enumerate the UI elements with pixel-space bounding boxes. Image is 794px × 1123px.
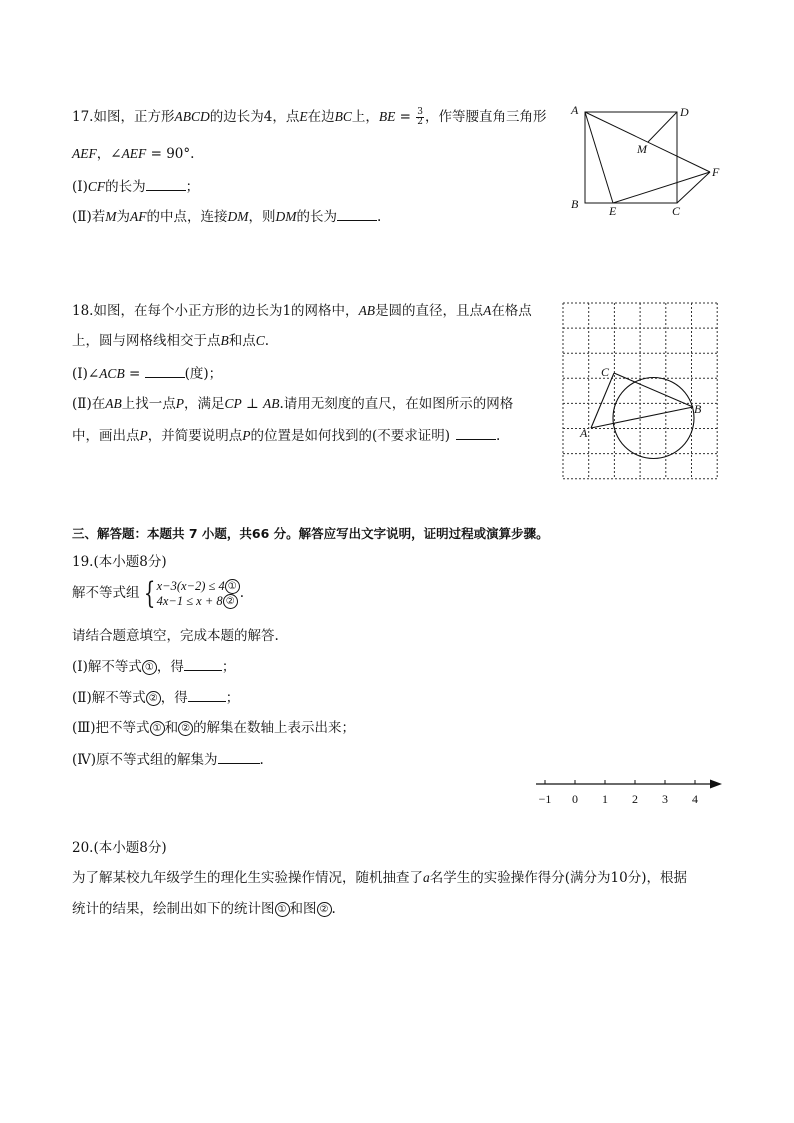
q19-instruction: 请结合题意填空，完成本题的解答.: [72, 628, 279, 644]
q18-part2: (Ⅱ)在AB上找一点P，满足CP ⊥ AB.请用无刻度的直尺，在如图所示的网格: [72, 396, 514, 412]
grid-lines: [563, 303, 717, 479]
label-B: B: [571, 197, 579, 211]
answer-blank[interactable]: [145, 364, 185, 378]
axis-tick-label: 1: [602, 792, 608, 806]
axis-tick-label: −1: [538, 792, 552, 806]
segment-cf: [677, 172, 710, 203]
axis-tick-label: 3: [662, 792, 668, 806]
fraction-3-2: $\frac{3}{2}$: [417, 107, 423, 127]
q17-stem-line1: 17.如图，正方形ABCD的边长为4，点E在边BC上，BE = $\frac{3}{2}$ ，作等腰直角三角形: [72, 107, 547, 127]
q19-system: 解不等式组 { x−3(x−2) ≤ 4 ① 4x−1 ≤ x + 8 ② .: [72, 575, 245, 611]
q19-step2: (Ⅱ)解不等式 ② ，得 ；: [72, 690, 240, 706]
label-E: E: [609, 204, 617, 218]
q18-stem-line2: 上，圆与网格线相交于点B和点C.: [72, 333, 270, 349]
q18-part1: (Ⅰ)∠ACB = (度)；: [72, 366, 223, 382]
axis-tick-label: 0: [572, 792, 578, 806]
label-A: A: [571, 103, 579, 117]
segment-ae: [585, 112, 613, 203]
axis-tick-label: 4: [692, 792, 698, 806]
q18-stem-line1: 18.如图，在每个小正方形的边长为1的网格中，AB是圆的直径，且点A在格点: [72, 303, 532, 319]
answer-blank[interactable]: [146, 177, 186, 191]
segment-af: [585, 112, 710, 172]
answer-blank[interactable]: [456, 426, 496, 440]
q19-step1: (Ⅰ)解不等式 ① ，得 ；: [72, 659, 236, 675]
q18-grid-figure: [560, 300, 722, 482]
segment-ef: [613, 172, 710, 203]
answer-blank[interactable]: [188, 688, 226, 702]
q20-head: 20.(本小题8分): [72, 840, 167, 856]
label-M: M: [637, 142, 647, 156]
q18-part3: 中，画出点P，并简要说明点P的位置是如何找到的(不要求证明) .: [72, 428, 501, 444]
q17-stem-line2: AEF，∠AEF = 90°.: [72, 146, 195, 162]
q17-part2: (Ⅱ)若M为AF的中点，连接DM，则DM的长为 .: [72, 209, 382, 225]
label-C: C: [672, 204, 681, 218]
segment-cb: [614, 373, 693, 407]
number-line: [530, 770, 730, 810]
axis-tick-label: 2: [632, 792, 638, 806]
diameter-ab: [591, 407, 693, 428]
q19-step4: (Ⅳ)原不等式组的解集为 .: [72, 752, 264, 768]
segment-ac: [591, 373, 614, 428]
label-B: B: [694, 402, 702, 416]
segment-dm: [648, 112, 677, 142]
q19-step3: (Ⅲ)把不等式 ① 和 ② 的解集在数轴上表示出来；: [72, 720, 356, 736]
answer-blank[interactable]: [337, 207, 377, 221]
q17-square-figure: [560, 100, 730, 225]
answer-blank[interactable]: [184, 657, 222, 671]
label-A: A: [580, 426, 588, 440]
label-F: F: [712, 165, 720, 179]
axis-arrow: [710, 780, 722, 789]
q19-head: 19.(本小题8分): [72, 554, 167, 570]
label-C: C: [601, 365, 610, 379]
answer-blank[interactable]: [218, 750, 260, 764]
label-D: D: [680, 105, 689, 119]
q20-line2: 统计的结果，绘制出如下的统计图 ① 和图 ② .: [72, 901, 336, 917]
section-3-heading: 三、解答题：本题共 7 小题，共66 分。解答应写出文字说明，证明过程或演算步骤。: [72, 526, 549, 541]
q17-part1: (Ⅰ)CF的长为 ；: [72, 179, 200, 195]
q20-line1: 为了解某校九年级学生的理化生实验操作情况，随机抽查了a名学生的实验操作得分(满分为10分)，根据: [72, 870, 687, 886]
